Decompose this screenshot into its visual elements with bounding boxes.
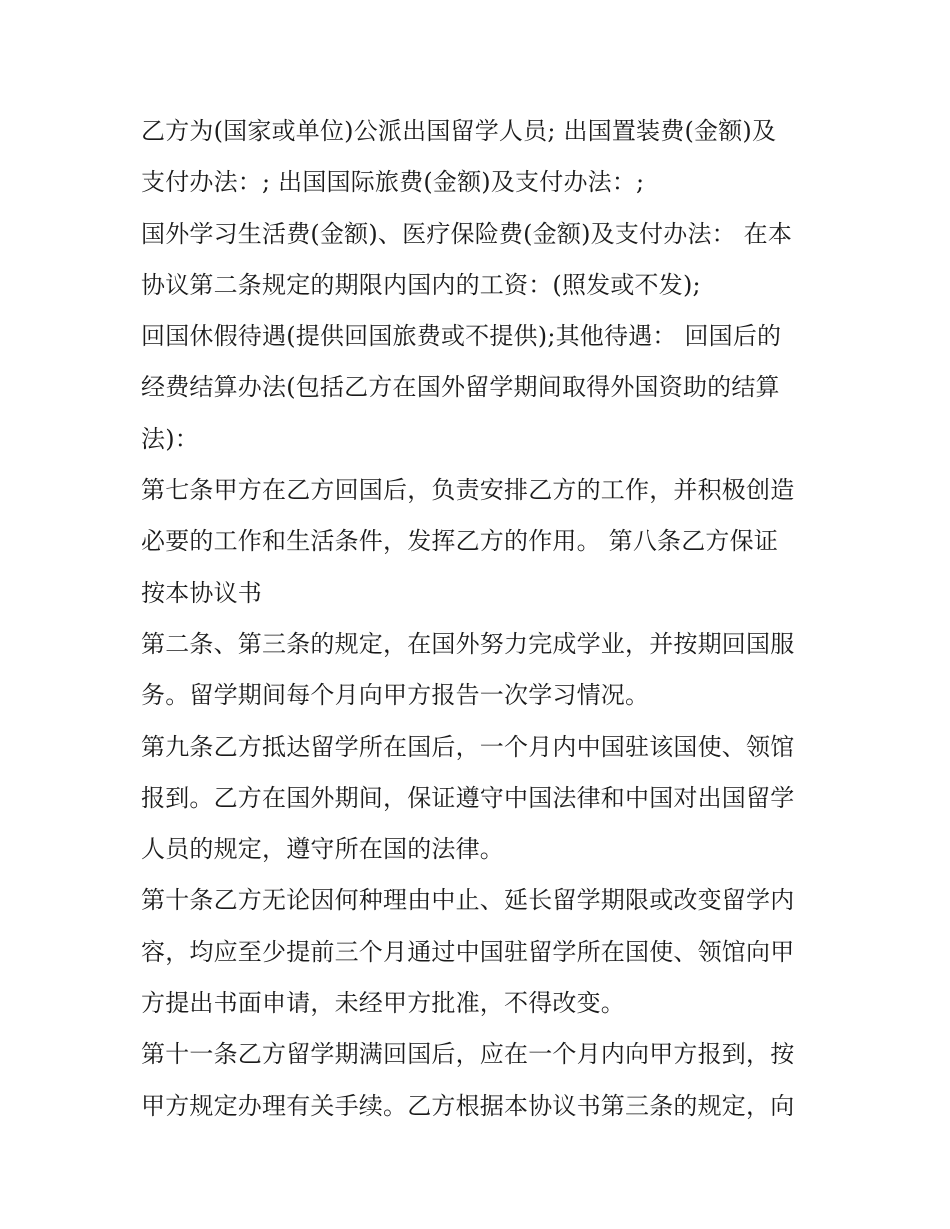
text-line: 法)： <box>141 424 199 453</box>
text-line: 支付办法：; 出国国际旅费(金额)及支付办法：; <box>141 168 645 197</box>
text-line: 务。留学期间每个月向甲方报告一次学习情况。 <box>141 681 650 710</box>
text-line: 第十一条乙方留学期满回国后，应在一个月内向甲方报到，按 <box>141 1040 795 1069</box>
text-line: 乙方为(国家或单位)公派出国留学人员; 出国置装费(金额)及 <box>141 117 777 145</box>
text-line: 方提出书面申请，未经甲方批准，不得改变。 <box>141 989 625 1018</box>
text-line: 第十条乙方无论因何种理由中止、延长留学期限或改变留学内 <box>141 886 795 915</box>
text-line: 人员的规定，遵守所在国的法律。 <box>141 835 504 864</box>
text-line: 第二条、第三条的规定，在国外努力完成学业，并按期回国服 <box>141 629 795 658</box>
text-line: 第九条乙方抵达留学所在国后，一个月内中国驻该国使、领馆 <box>141 732 795 761</box>
text-line: 回国休假待遇(提供回国旅费或不提供);其他待遇： 回国后的 <box>141 322 782 351</box>
text-line: 协议第二条规定的期限内国内的工资：(照发或不发); <box>141 270 701 299</box>
text-line: 必要的工作和生活条件，发挥乙方的作用。 第八条乙方保证 <box>141 527 779 556</box>
text-line: 国外学习生活费(金额)、医疗保险费(金额)及支付办法： 在本 <box>141 219 793 248</box>
text-line: 容，均应至少提前三个月通过中国驻留学所在国使、领馆向甲 <box>141 937 795 966</box>
document-body <box>141 106 841 1132</box>
text-line: 经费结算办法(包括乙方在国外留学期间取得外国资助的结算 <box>141 373 780 402</box>
text-line: 甲方规定办理有关手续。乙方根据本协议书第三条的规定，向 <box>141 1091 795 1120</box>
text-line: 按本协议书 <box>141 578 262 607</box>
text-line: 第七条甲方在乙方回国后，负责安排乙方的工作，并积极创造 <box>141 476 795 505</box>
text-line: 报到。乙方在国外期间，保证遵守中国法律和中国对出国留学 <box>141 783 795 812</box>
